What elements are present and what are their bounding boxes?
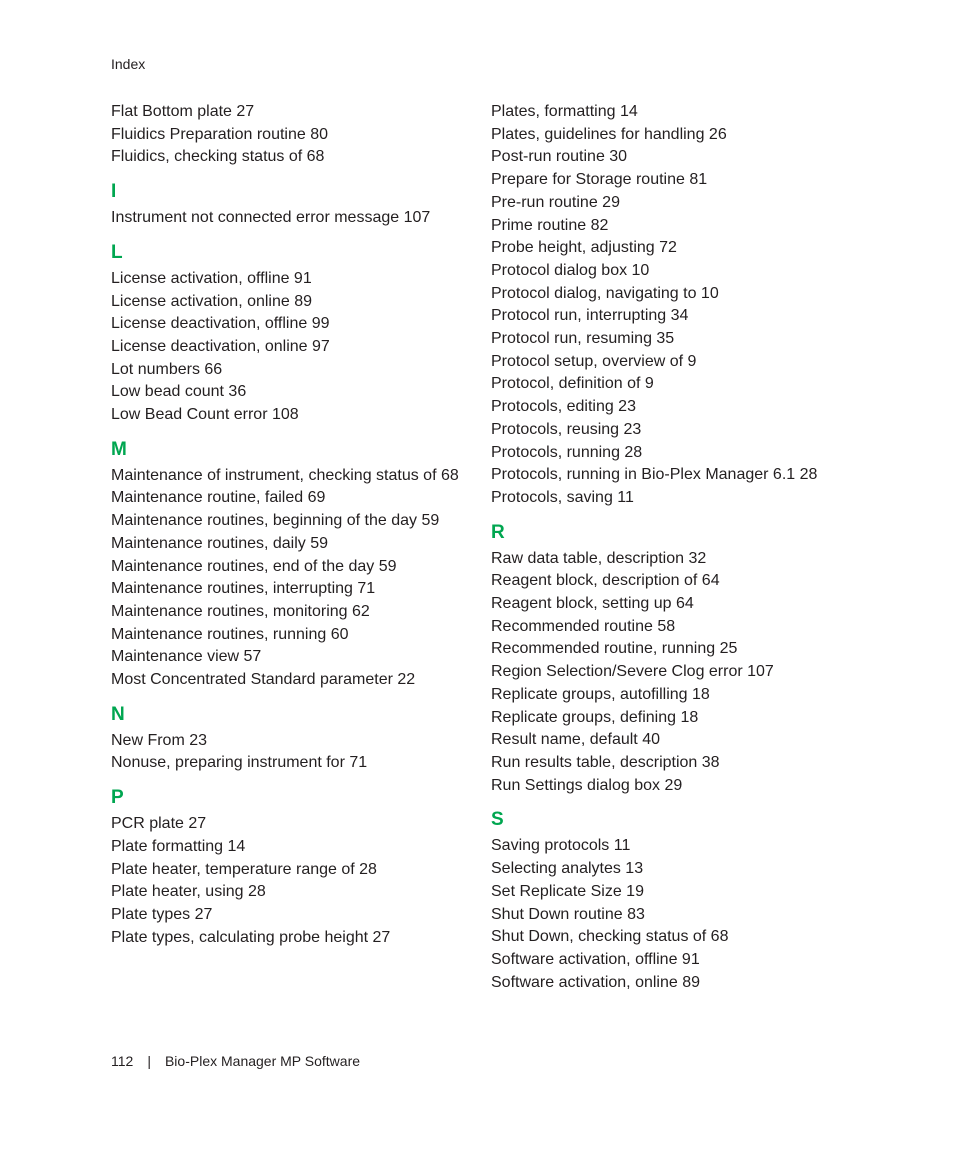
index-letter-heading: I (111, 181, 117, 203)
index-entry: Flat Bottom plate 27 (111, 103, 255, 120)
index-entry: License activation, offline 91 (111, 269, 312, 287)
index-entry: Maintenance routines, interrupting 71 (111, 580, 376, 598)
index-entry: Plate formatting 14 (111, 837, 246, 855)
index-entry: Low Bead Count error 108 (111, 406, 299, 424)
index-entry: Plate heater, temperature range of 28 (111, 860, 377, 878)
index-entry: Recommended routine 58 (491, 617, 676, 635)
index-entry: Software activation, online 89 (491, 973, 701, 991)
index-entry: Low bead count 36 (111, 383, 247, 401)
index-entry: Protocol setup, overview of 9 (491, 352, 697, 370)
index-entry: Pre-run routine 29 (491, 193, 620, 211)
index-entry: Prepare for Storage routine 81 (491, 171, 708, 189)
index-entry: Protocols, editing 23 (491, 398, 636, 416)
index-entry: Protocol dialog, navigating to 10 (491, 284, 719, 302)
index-entry: Reagent block, description of 64 (491, 572, 720, 590)
index-entry: Protocols, running 28 (491, 443, 643, 461)
index-entry: Lot numbers 66 (111, 360, 223, 378)
index-letter-heading: N (111, 703, 125, 725)
index-entry: Plate types 27 (111, 905, 213, 923)
index-entry: Shut Down routine 83 (491, 905, 645, 923)
index-entry: Prime routine 82 (491, 216, 609, 234)
index-entry: Raw data table, description 32 (491, 549, 707, 567)
index-entry: Maintenance routine, failed 69 (111, 489, 326, 507)
index-entry: Replicate groups, defining 18 (491, 708, 699, 726)
footer-separator: | (147, 1053, 151, 1069)
index-entry: Recommended routine, running 25 (491, 640, 738, 658)
index-entry: License deactivation, offline 99 (111, 315, 330, 333)
index-entry: Nonuse, preparing instrument for 71 (111, 754, 368, 772)
index-entry: New From 23 (111, 731, 208, 749)
index-entry: Plates, guidelines for handling 26 (491, 125, 727, 143)
index-entry: Most Concentrated Standard parameter 22 (111, 671, 416, 689)
index-entry: Set Replicate Size 19 (491, 882, 644, 900)
index-entry: Protocol dialog box 10 (491, 261, 650, 279)
index-entry: Run Settings dialog box 29 (491, 776, 683, 794)
index-entry: Probe height, adjusting 72 (491, 239, 677, 257)
running-header: Index (111, 56, 146, 72)
index-entry: Fluidics Preparation routine 80 (111, 125, 329, 143)
index-column-left (111, 101, 463, 949)
index-entry: Selecting analytes 13 (491, 860, 644, 878)
index-letter-heading: M (111, 438, 127, 460)
page-number: 112 (111, 1053, 134, 1069)
index-entry: Maintenance of instrument, checking status of 68 (111, 466, 459, 484)
index-entry: Reagent block, setting up 64 (491, 595, 694, 613)
index-entry: Run results table, description 38 (491, 753, 720, 771)
index-entry: PCR plate 27 (111, 815, 207, 833)
index-entry: Software activation, offline 91 (491, 950, 700, 968)
index-entry: Protocols, saving 11 (491, 488, 634, 506)
index-entry: Maintenance routines, beginning of the day 59 (111, 512, 440, 530)
index-letter-heading: L (111, 241, 123, 263)
index-entry: Result name, default 40 (491, 731, 660, 749)
index-letter-heading: P (111, 787, 124, 809)
index-entry: Maintenance routines, running 60 (111, 625, 349, 643)
document-title: Bio-Plex Manager MP Software (164, 1053, 361, 1069)
index-entry: Protocols, reusing 23 (491, 420, 642, 438)
index-entry: Region Selection/Severe Clog error 107 (491, 663, 774, 681)
index-entry: Maintenance routines, end of the day 59 (111, 557, 397, 575)
page-footer (111, 1052, 360, 1070)
index-entry: Plate heater, using 28 (111, 883, 266, 901)
index-entry: Instrument not connected error message 107 (111, 209, 431, 227)
index-letter-heading: R (491, 521, 505, 543)
index-entry: Protocol, definition of 9 (491, 375, 654, 393)
index-letter-heading: S (491, 809, 504, 831)
index-column-right (491, 101, 843, 994)
index-entry: Maintenance view 57 (111, 648, 262, 666)
index-entry: Maintenance routines, daily 59 (111, 534, 329, 552)
index-entry: Protocol run, resuming 35 (491, 330, 675, 348)
index-entry: Fluidics, checking status of 68 (111, 148, 325, 166)
index-entry: Post-run routine 30 (491, 148, 628, 166)
index-entry: Plate types, calculating probe height 27 (111, 928, 391, 946)
index-entry: Plates, formatting 14 (491, 103, 638, 120)
index-entry: Protocol run, interrupting 34 (491, 307, 689, 325)
index-entry: Protocols, running in Bio-Plex Manager 6.1 28 (491, 466, 818, 484)
index-entry: License deactivation, online 97 (111, 337, 330, 355)
index-entry: Replicate groups, autofilling 18 (491, 685, 710, 703)
index-entry: License activation, online 89 (111, 292, 313, 310)
index-entry: Saving protocols 11 (491, 837, 631, 855)
index-entry: Maintenance routines, monitoring 62 (111, 602, 370, 620)
index-entry: Shut Down, checking status of 68 (491, 928, 729, 946)
